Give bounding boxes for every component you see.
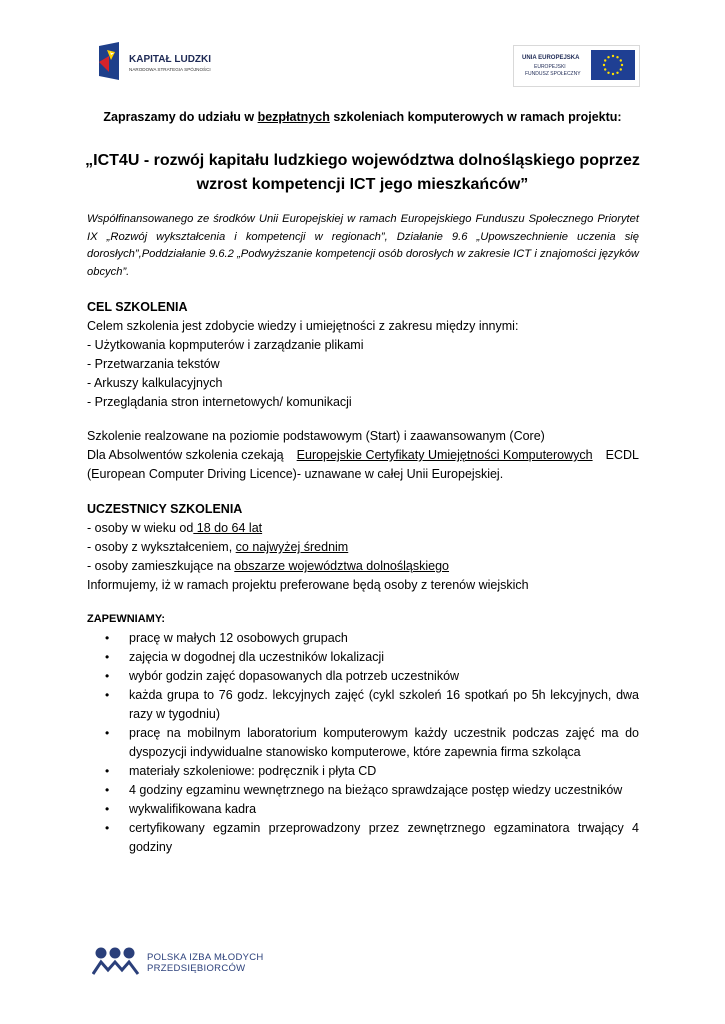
invite-free-word: bezpłatnych: [257, 110, 330, 124]
rural-note: Informujemy, iż w ramach projektu preferowane będą osoby z terenów wiejskich: [87, 578, 529, 592]
invite-line: [60, 108, 665, 127]
eu-logo-line1: UNIA EUROPEJSKA: [522, 55, 580, 61]
list-item: [87, 686, 639, 724]
cel-item: - Arkuszy kalkulacyjnych: [87, 376, 223, 390]
area-requirement: [87, 557, 647, 576]
levels-section: [87, 427, 639, 484]
list-item-text: materiały szkoleniowe: podręcznik i płyta CD: [129, 764, 377, 778]
bullet-icon: •: [105, 688, 110, 702]
levels-line2-start: Dla Absolwentów szkolenia czekają: [87, 448, 288, 462]
age-requirement: [87, 519, 647, 538]
list-item: [87, 762, 639, 781]
eu-star-icon: [620, 68, 622, 70]
list-item-text: wykwalifikowana kadra: [129, 802, 257, 816]
piomp-people-icon: [92, 944, 142, 978]
cel-item: - Użytkowania kopmputerów i zarządzanie plikami: [87, 338, 364, 352]
cel-section: [87, 298, 647, 412]
education-level: co najwyżej średnim: [235, 540, 349, 554]
list-item: [87, 648, 639, 667]
eu-star-icon: [612, 73, 614, 75]
bullet-icon: •: [105, 669, 110, 683]
eu-star-icon: [607, 56, 609, 58]
age-range: 18 do 64 lat: [193, 521, 263, 535]
piomp-line2: PRZEDSIĘBIORCÓW: [147, 963, 246, 974]
zapewniamy-list-wrap: [87, 629, 639, 857]
eu-star-icon: [616, 72, 618, 74]
list-item-text: pracę w małych 12 osobowych grupach: [129, 631, 348, 645]
project-title: „ICT4U - rozwój kapitału ludzkiego województwa dolnośląskiego poprzez wzrost kompetencji ICT jego mieszkańców”: [85, 152, 640, 193]
bullet-icon: •: [105, 802, 110, 816]
eu-star-icon: [621, 64, 623, 66]
bullet-icon: •: [105, 783, 110, 797]
list-item: [87, 819, 639, 857]
kapital-ludzki-title: KAPITAŁ LUDZKI: [129, 54, 212, 65]
kapital-ludzki-logo: [95, 42, 235, 82]
eu-star-icon: [604, 68, 606, 70]
levels-line2-end: ECDL: [602, 448, 639, 462]
uczestnicy-heading: UCZESTNICY SZKOLENIA: [87, 502, 243, 516]
area-region: obszarze województwa dolnośląskiego: [234, 559, 450, 573]
zapewniamy-list: [87, 629, 639, 857]
piomp-logo: [92, 944, 272, 980]
bullet-icon: •: [105, 764, 110, 778]
invite-text-end: szkoleniach komputerowych w ramach projektu:: [329, 110, 622, 124]
bullet-icon: •: [105, 726, 110, 740]
kapital-ludzki-emblem-icon: [95, 42, 123, 82]
eu-flag-icon: [591, 50, 635, 80]
list-item: [87, 781, 639, 800]
cel-heading: CEL SZKOLENIA: [87, 300, 188, 314]
eu-star-icon: [616, 56, 618, 58]
levels-line1: Szkolenie realzowane na poziomie podstawowym (Start) i zaawansowanym (Core): [87, 429, 545, 443]
funding-paragraph: Współfinansowanego ze środków Unii Europejskiej w ramach Europejskiego Funduszu Społecznego Priorytet IX „Rozwój wykształcenia i kompetencji w regionach”, Działanie 9.6 „Upowszechnienie uczenia się dorosłych”,Poddziałanie 9.6.2 „Podwyższanie kompetencji osób dorosłych w zakresie ICT i znajomości języków obcych”.: [87, 213, 639, 278]
eu-logo-line2: EUROPEJSKI: [534, 64, 566, 70]
bullet-icon: •: [105, 821, 110, 835]
education-requirement: [87, 538, 647, 557]
levels-line3: (European Computer Driving Licence)- uznawane w całej Unii Europejskiej.: [87, 467, 504, 481]
cel-item: - Przetwarzania tekstów: [87, 357, 220, 371]
list-item-text: pracę na mobilnym laboratorium komputerowym każdy uczestnik podczas zajęć ma do dyspozycji indywidualne stanowisko komputerowe, które zapewnia firma szkoląca: [129, 726, 639, 759]
cel-item: - Przeglądania stron internetowych/ komunikacji: [87, 395, 352, 409]
bullet-icon: •: [105, 631, 110, 645]
ecdl-link[interactable]: Europejskie Certyfikaty Umiejętności Komputerowych: [296, 448, 593, 462]
eu-star-icon: [620, 59, 622, 61]
list-item: [87, 724, 639, 762]
eu-logo-line3: FUNDUSZ SPOŁECZNY: [525, 71, 581, 77]
piomp-line1: POLSKA IZBA MŁODYCH: [147, 952, 264, 963]
zapewniamy-heading: ZAPEWNIAMY:: [87, 613, 166, 625]
list-item: [87, 629, 639, 648]
list-item: [87, 800, 639, 819]
eu-star-icon: [612, 55, 614, 57]
eu-star-icon: [603, 64, 605, 66]
kapital-ludzki-subtitle: NARODOWA STRATEGIA SPÓJNOŚCI: [129, 67, 211, 72]
age-text: - osoby w wieku od: [87, 521, 194, 535]
area-text: - osoby zamieszkujące na: [87, 559, 235, 573]
levels-line2: [87, 446, 639, 465]
cel-lead: Celem szkolenia jest zdobycie wiedzy i umiejętności z zakresu między innymi:: [87, 319, 519, 333]
list-item: [87, 667, 639, 686]
invite-text-start: Zapraszamy do udziału w: [103, 110, 258, 124]
education-text: - osoby z wykształceniem,: [87, 540, 236, 554]
list-item-text: każda grupa to 76 godz. lekcyjnych zajęć (cykl szkoleń 16 spotkań po 5h lekcyjnych, dwa razy w tygodniu): [129, 688, 639, 721]
uczestnicy-section: [87, 500, 647, 595]
eu-logo: [513, 45, 640, 87]
list-item-text: zajęcia w dogodnej dla uczestników lokalizacji: [129, 650, 384, 664]
eu-star-icon: [604, 59, 606, 61]
list-item-text: certyfikowany egzamin przeprowadzony przez zewnętrznego egzaminatora trwający 4 godziny: [129, 821, 639, 854]
bullet-icon: •: [105, 650, 110, 664]
list-item-text: 4 godziny egzaminu wewnętrznego na bieżąco sprawdzające postęp wiedzy uczestników: [129, 783, 623, 797]
list-item-text: wybór godzin zajęć dopasowanych dla potrzeb uczestników: [129, 669, 460, 683]
eu-star-icon: [607, 72, 609, 74]
